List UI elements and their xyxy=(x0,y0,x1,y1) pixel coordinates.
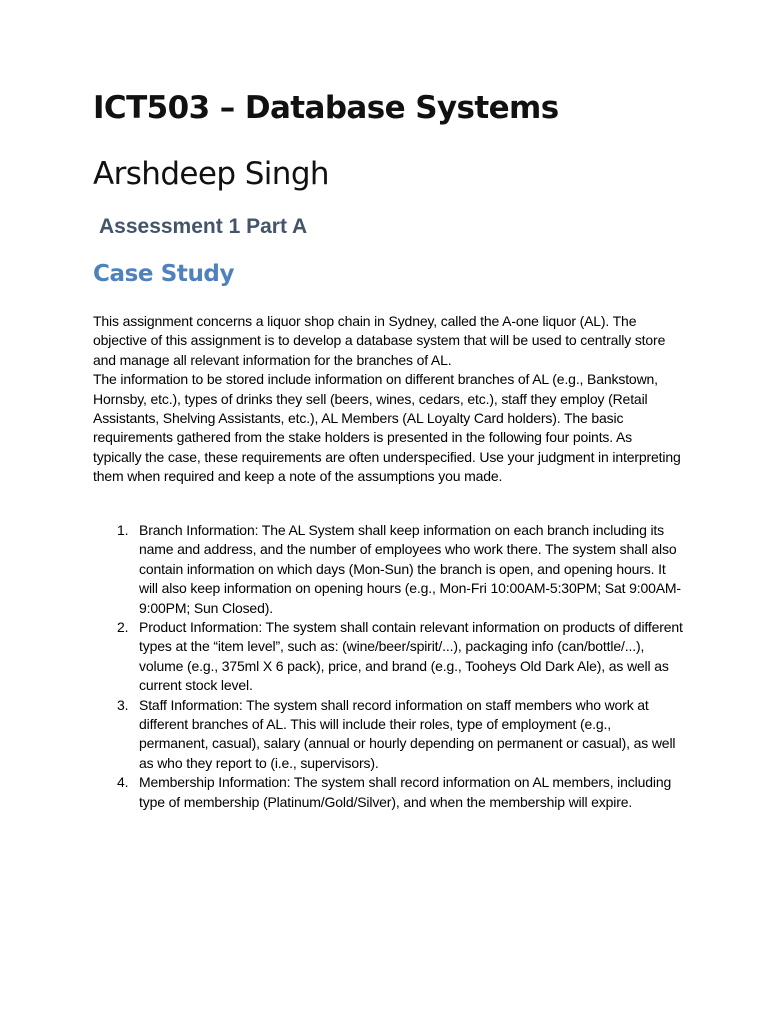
intro-paragraph: This assignment concerns a liquor shop chain in Sydney, called the A-one liquor (AL). The objective of this assignment is to develop a database system that will be used to centrally store and manage all relevant information for the branches of AL. xyxy=(93,313,666,368)
list-number: 3. xyxy=(117,696,129,713)
intro-text xyxy=(93,312,683,487)
list-number: 2. xyxy=(117,619,129,636)
list-number: 4. xyxy=(117,774,129,791)
requirement-item-product xyxy=(93,618,683,696)
requirement-text: Product Information: The system shall contain relevant information on products of different types at the “item level”, such as: (wine/beer/spirit/...), packaging info (can/bottle/...), volume (e.g., 375ml X 6 pack), price, and brand (e.g., Tooheys Old Dark Ale), as well as current stock level. xyxy=(139,619,683,694)
list-number: 1. xyxy=(117,522,129,538)
requirement-item-staff xyxy=(93,696,683,774)
requirement-item-branch xyxy=(93,521,683,618)
requirements-list xyxy=(93,521,683,812)
document-title: ICT503 – Database Systems xyxy=(93,90,559,126)
requirement-text: Staff Information: The system shall record information on staff members who work at different branches of AL. This will include their roles, type of employment (e.g., permanent, casual), salary (annual or hourly depending on permanent or casual), as well as who they report to (i.e., supervisors). xyxy=(139,696,676,771)
assessment-subtitle: Assessment 1 Part A xyxy=(99,215,308,238)
author-name: Arshdeep Singh xyxy=(93,156,329,192)
section-heading-case-study: Case Study xyxy=(93,261,235,287)
intro-paragraph: The information to be stored include information on different branches of AL (e.g., Bankstown, Hornsby, etc.), types of drinks they sell (beers, wines, cedars, etc.), staff they employ (Retail Assistants, Shelving Assistants, etc.), AL Members (AL Loyalty Card holders). The basic requirements gathered from the stake holders is presented in the following four points. As typically the case, these requirements are often underspecified. Use your judgment in interpreting them when required and keep a note of the assumptions you made. xyxy=(93,371,681,485)
requirement-text: Branch Information: The AL System shall keep information on each branch including its name and address, and the number of employees who work there. The system shall also contain information on which days (Mon-Sun) the branch is open, and opening hours. It will also keep information on opening hours (e.g., Mon-Fri 10:00AM-5:30PM; Sat 9:00AM-9:00PM; Sun Closed). xyxy=(139,522,681,616)
requirement-text: Membership Information: The system shall record information on AL members, including type of membership (Platinum/Gold/Silver), and when the membership will expire. xyxy=(139,774,672,810)
requirement-item-membership xyxy=(93,773,683,812)
